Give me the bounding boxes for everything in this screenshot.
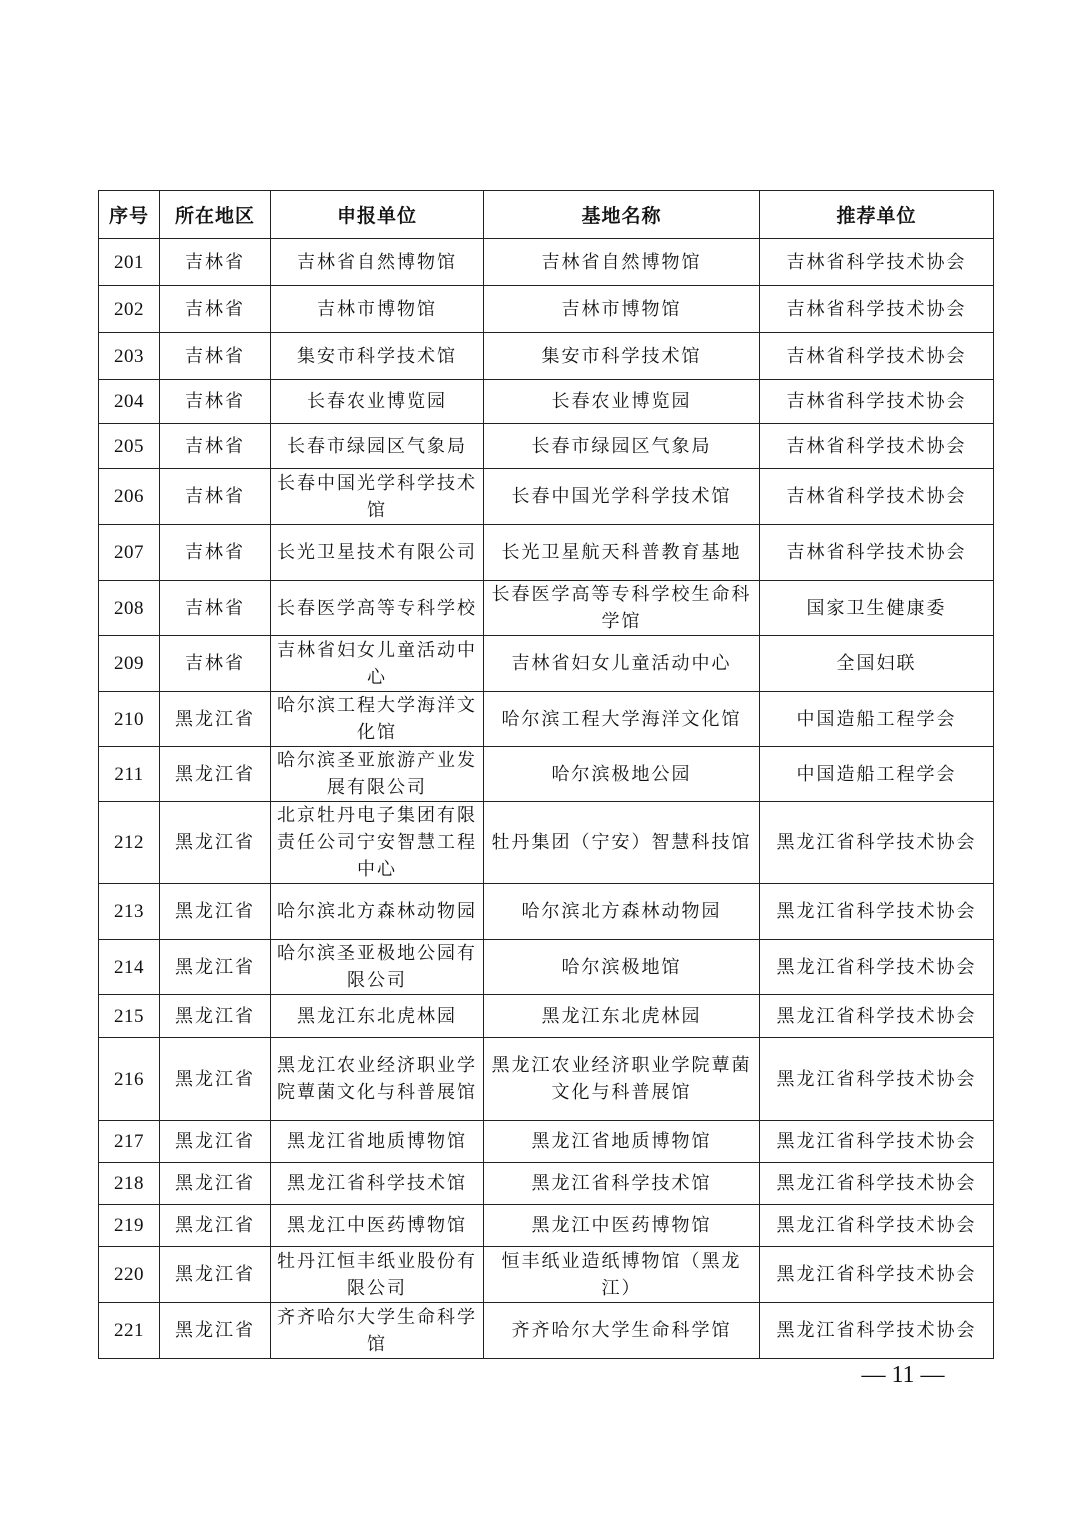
cell-recommender: 吉林省科学技术协会: [760, 239, 994, 286]
cell-recommender: 黑龙江省科学技术协会: [760, 1303, 994, 1359]
cell-base-name: 黑龙江中医药博物馆: [484, 1205, 760, 1247]
cell-recommender: 黑龙江省科学技术协会: [760, 1121, 994, 1163]
table-row: [99, 636, 994, 692]
header-applicant: 申报单位: [271, 191, 484, 239]
cell-applicant: 长春中国光学科学技术馆: [271, 469, 484, 525]
cell-base-name: 长春中国光学科学技术馆: [484, 469, 760, 525]
cell-base-name: 黑龙江省科学技术馆: [484, 1163, 760, 1205]
cell-region: 吉林省: [160, 286, 271, 333]
table-row: [99, 525, 994, 581]
table-row: [99, 747, 994, 802]
cell-recommender: 中国造船工程学会: [760, 692, 994, 747]
cell-recommender: 黑龙江省科学技术协会: [760, 1205, 994, 1247]
cell-region: 吉林省: [160, 333, 271, 380]
cell-region: 吉林省: [160, 525, 271, 581]
cell-region: 黑龙江省: [160, 692, 271, 747]
cell-serial-number: 213: [99, 884, 160, 940]
table-row: [99, 692, 994, 747]
cell-recommender: 黑龙江省科学技术协会: [760, 1163, 994, 1205]
cell-serial-number: 209: [99, 636, 160, 692]
cell-region: 黑龙江省: [160, 940, 271, 995]
table-row: [99, 1247, 994, 1303]
cell-region: 黑龙江省: [160, 747, 271, 802]
cell-recommender: 吉林省科学技术协会: [760, 424, 994, 469]
cell-base-name: 哈尔滨工程大学海洋文化馆: [484, 692, 760, 747]
cell-serial-number: 221: [99, 1303, 160, 1359]
cell-applicant: 长春农业博览园: [271, 380, 484, 424]
cell-applicant: 北京牡丹电子集团有限责任公司宁安智慧工程中心: [271, 802, 484, 884]
cell-recommender: 黑龙江省科学技术协会: [760, 884, 994, 940]
cell-applicant: 长光卫星技术有限公司: [271, 525, 484, 581]
cell-serial-number: 211: [99, 747, 160, 802]
cell-applicant: 齐齐哈尔大学生命科学馆: [271, 1303, 484, 1359]
table-header-row: [99, 191, 994, 239]
cell-base-name: 吉林省妇女儿童活动中心: [484, 636, 760, 692]
cell-applicant: 吉林市博物馆: [271, 286, 484, 333]
cell-applicant: 黑龙江省科学技术馆: [271, 1163, 484, 1205]
cell-applicant: 吉林省自然博物馆: [271, 239, 484, 286]
cell-recommender: 黑龙江省科学技术协会: [760, 1247, 994, 1303]
base-list-table: [98, 190, 994, 1359]
cell-region: 黑龙江省: [160, 1121, 271, 1163]
cell-serial-number: 208: [99, 581, 160, 636]
cell-applicant: 黑龙江农业经济职业学院蕈菌文化与科普展馆: [271, 1038, 484, 1121]
cell-applicant: 集安市科学技术馆: [271, 333, 484, 380]
cell-base-name: 恒丰纸业造纸博物馆（黑龙江）: [484, 1247, 760, 1303]
cell-recommender: 吉林省科学技术协会: [760, 333, 994, 380]
table-row: [99, 581, 994, 636]
cell-serial-number: 210: [99, 692, 160, 747]
cell-applicant: 长春医学高等专科学校: [271, 581, 484, 636]
cell-serial-number: 214: [99, 940, 160, 995]
cell-applicant: 长春市绿园区气象局: [271, 424, 484, 469]
cell-serial-number: 201: [99, 239, 160, 286]
table-row: [99, 424, 994, 469]
page-number: — 11 —: [861, 1362, 945, 1388]
cell-base-name: 牡丹集团（宁安）智慧科技馆: [484, 802, 760, 884]
table-row: [99, 286, 994, 333]
cell-applicant: 吉林省妇女儿童活动中心: [271, 636, 484, 692]
cell-applicant: 牡丹江恒丰纸业股份有限公司: [271, 1247, 484, 1303]
cell-region: 黑龙江省: [160, 1205, 271, 1247]
cell-base-name: 黑龙江省地质博物馆: [484, 1121, 760, 1163]
table-row: [99, 239, 994, 286]
cell-region: 黑龙江省: [160, 1163, 271, 1205]
cell-applicant: 哈尔滨圣亚旅游产业发展有限公司: [271, 747, 484, 802]
cell-base-name: 黑龙江东北虎林园: [484, 995, 760, 1038]
cell-serial-number: 220: [99, 1247, 160, 1303]
cell-serial-number: 206: [99, 469, 160, 525]
cell-applicant: 哈尔滨北方森林动物园: [271, 884, 484, 940]
cell-serial-number: 212: [99, 802, 160, 884]
table-row: [99, 1038, 994, 1121]
cell-recommender: 中国造船工程学会: [760, 747, 994, 802]
cell-region: 吉林省: [160, 581, 271, 636]
cell-serial-number: 204: [99, 380, 160, 424]
cell-base-name: 长春农业博览园: [484, 380, 760, 424]
cell-serial-number: 207: [99, 525, 160, 581]
cell-region: 黑龙江省: [160, 802, 271, 884]
cell-recommender: 吉林省科学技术协会: [760, 286, 994, 333]
table-row: [99, 380, 994, 424]
cell-base-name: 齐齐哈尔大学生命科学馆: [484, 1303, 760, 1359]
table-row: [99, 802, 994, 884]
cell-serial-number: 218: [99, 1163, 160, 1205]
cell-recommender: 黑龙江省科学技术协会: [760, 802, 994, 884]
cell-recommender: 黑龙江省科学技术协会: [760, 1038, 994, 1121]
cell-serial-number: 219: [99, 1205, 160, 1247]
table-row: [99, 333, 994, 380]
cell-recommender: 全国妇联: [760, 636, 994, 692]
cell-recommender: 吉林省科学技术协会: [760, 525, 994, 581]
table-row: [99, 1205, 994, 1247]
cell-region: 黑龙江省: [160, 1038, 271, 1121]
cell-region: 黑龙江省: [160, 1303, 271, 1359]
cell-base-name: 吉林省自然博物馆: [484, 239, 760, 286]
cell-region: 吉林省: [160, 636, 271, 692]
cell-serial-number: 217: [99, 1121, 160, 1163]
cell-base-name: 长春市绿园区气象局: [484, 424, 760, 469]
cell-region: 黑龙江省: [160, 995, 271, 1038]
table-row: [99, 1163, 994, 1205]
cell-base-name: 黑龙江农业经济职业学院蕈菌文化与科普展馆: [484, 1038, 760, 1121]
cell-serial-number: 215: [99, 995, 160, 1038]
cell-region: 吉林省: [160, 239, 271, 286]
cell-serial-number: 202: [99, 286, 160, 333]
cell-applicant: 黑龙江东北虎林园: [271, 995, 484, 1038]
cell-region: 黑龙江省: [160, 1247, 271, 1303]
cell-recommender: 吉林省科学技术协会: [760, 380, 994, 424]
cell-base-name: 吉林市博物馆: [484, 286, 760, 333]
cell-base-name: 长光卫星航天科普教育基地: [484, 525, 760, 581]
cell-region: 吉林省: [160, 424, 271, 469]
cell-serial-number: 205: [99, 424, 160, 469]
cell-serial-number: 203: [99, 333, 160, 380]
table-row: [99, 1121, 994, 1163]
cell-applicant: 黑龙江省地质博物馆: [271, 1121, 484, 1163]
cell-region: 吉林省: [160, 469, 271, 525]
cell-base-name: 哈尔滨极地公园: [484, 747, 760, 802]
header-serial-number: 序号: [99, 191, 160, 239]
cell-applicant: 哈尔滨工程大学海洋文化馆: [271, 692, 484, 747]
cell-recommender: 黑龙江省科学技术协会: [760, 995, 994, 1038]
cell-applicant: 哈尔滨圣亚极地公园有限公司: [271, 940, 484, 995]
cell-recommender: 黑龙江省科学技术协会: [760, 940, 994, 995]
cell-base-name: 长春医学高等专科学校生命科学馆: [484, 581, 760, 636]
cell-region: 黑龙江省: [160, 884, 271, 940]
cell-applicant: 黑龙江中医药博物馆: [271, 1205, 484, 1247]
cell-recommender: 吉林省科学技术协会: [760, 469, 994, 525]
cell-serial-number: 216: [99, 1038, 160, 1121]
cell-base-name: 哈尔滨北方森林动物园: [484, 884, 760, 940]
table-row: [99, 1303, 994, 1359]
table-row: [99, 884, 994, 940]
cell-base-name: 哈尔滨极地馆: [484, 940, 760, 995]
cell-region: 吉林省: [160, 380, 271, 424]
header-region: 所在地区: [160, 191, 271, 239]
table-row: [99, 940, 994, 995]
table-row: [99, 469, 994, 525]
cell-recommender: 国家卫生健康委: [760, 581, 994, 636]
cell-base-name: 集安市科学技术馆: [484, 333, 760, 380]
table-row: [99, 995, 994, 1038]
header-recommender: 推荐单位: [760, 191, 994, 239]
base-list-table-container: [98, 190, 993, 1359]
header-base-name: 基地名称: [484, 191, 760, 239]
